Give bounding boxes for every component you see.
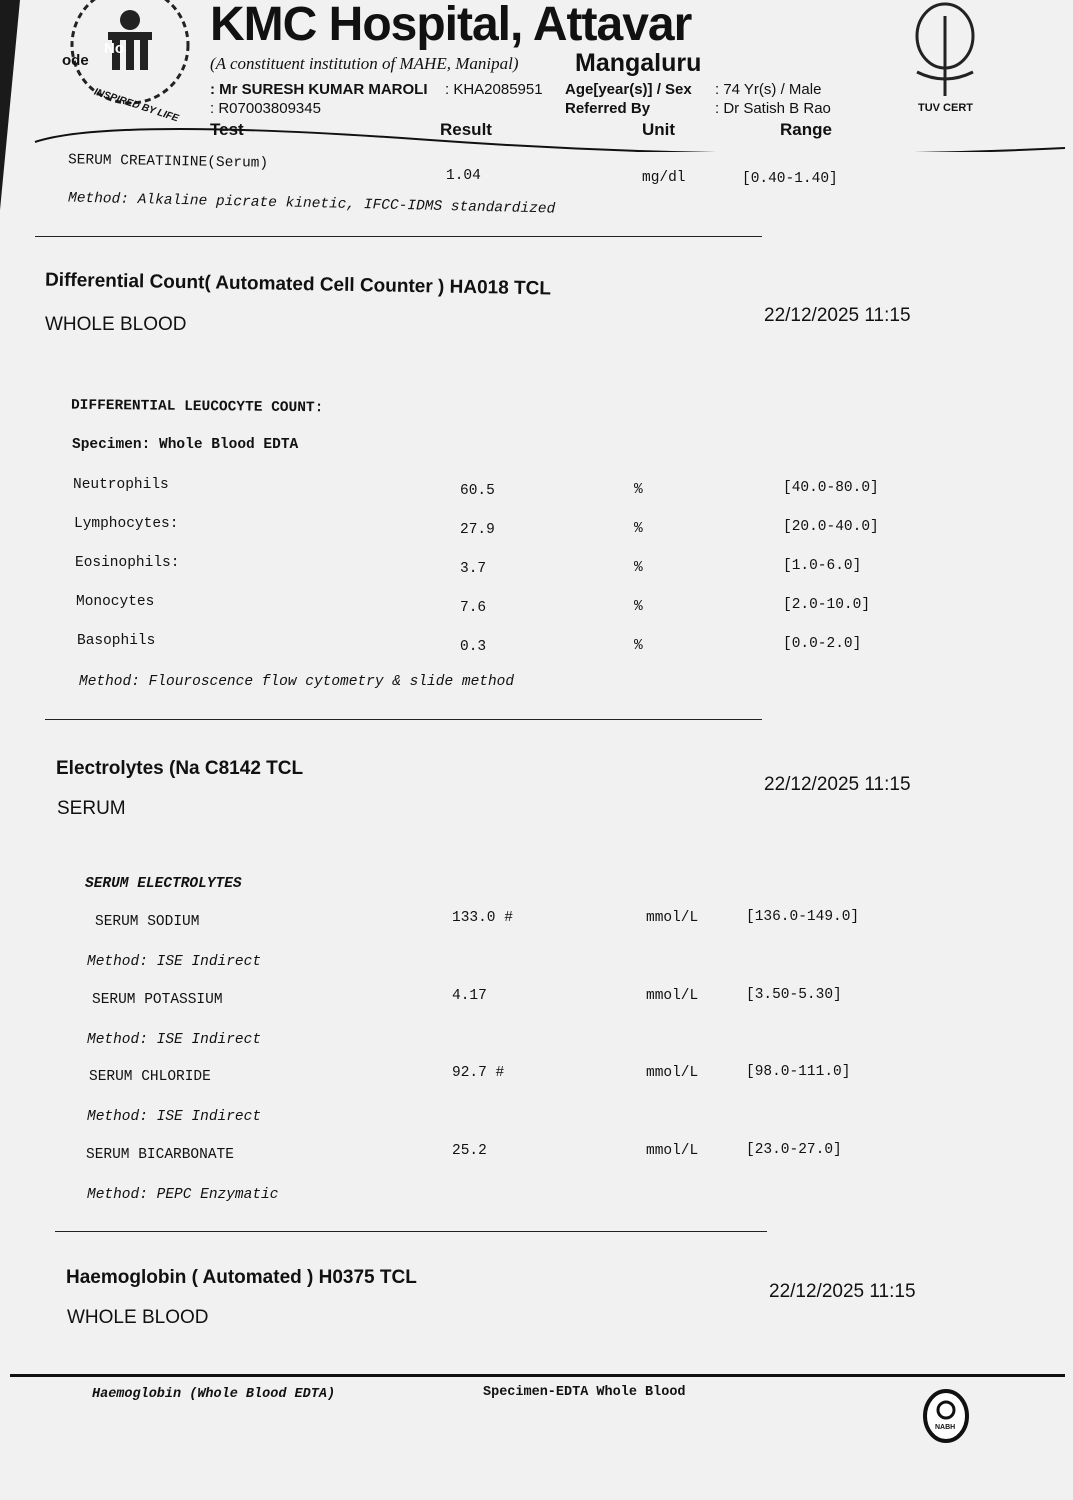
footer-test-note: Haemoglobin (Whole Blood EDTA) [92, 1387, 336, 1402]
specimen: Specimen: Whole Blood EDTA [72, 437, 299, 453]
subheading: DIFFERENTIAL LEUCOCYTE COUNT: [70, 397, 324, 417]
report-datetime: 22/12/2025 11:15 [769, 1281, 916, 1302]
test-method: Method: Flouroscence flow cytometry & slide method [79, 674, 515, 690]
test-name: SERUM POTASSIUM [92, 991, 223, 1008]
col-test: Test [210, 120, 244, 139]
col-range: Range [780, 120, 832, 139]
test-method: Method: ISE Indirect [87, 954, 262, 970]
nabh-badge-icon [922, 1388, 970, 1444]
test-name: Neutrophils [73, 477, 169, 493]
footer-divider [10, 1374, 1065, 1377]
certification-badge: TUV CERT [918, 102, 973, 114]
test-unit: mg/dl [642, 170, 686, 186]
test-range: [3.50-5.30] [746, 986, 842, 1003]
test-name: SERUM BICARBONATE [86, 1146, 234, 1163]
test-name: SERUM SODIUM [95, 914, 200, 930]
test-method: Method: PEPC Enzymatic [87, 1186, 279, 1203]
test-result: 133.0 # [452, 910, 513, 926]
test-result: 0.3 [460, 639, 487, 655]
test-unit: % [634, 560, 643, 576]
divider [35, 236, 762, 237]
test-name: Monocytes [76, 594, 155, 610]
referred-by-value: : Dr Satish B Rao [715, 100, 831, 117]
col-result: Result [440, 120, 492, 139]
test-unit: mmol/L [646, 1142, 699, 1159]
nabh-badge-text: NABH [935, 1424, 956, 1431]
test-name: Eosinophils: [75, 555, 180, 571]
test-name: SERUM CREATININE(Serum) [67, 152, 269, 172]
test-unit: mmol/L [646, 987, 699, 1004]
emblem-icon [905, 0, 985, 100]
test-result: 1.04 [446, 168, 481, 184]
section-title: Differential Count( Automated Cell Counter ) HA018 TCL [44, 269, 552, 300]
report-datetime: 22/12/2025 11:15 [764, 774, 911, 795]
test-unit: % [634, 638, 643, 654]
test-method: Method: Alkaline picrate kinetic, IFCC-IDMS standardized [67, 190, 556, 218]
test-result: 3.7 [460, 561, 487, 577]
hospital-name: KMC Hospital, Attavar [210, 0, 692, 51]
test-unit: mmol/L [646, 1065, 699, 1081]
test-result: 27.9 [460, 522, 495, 538]
test-range: [98.0-111.0] [746, 1064, 851, 1080]
test-unit: % [634, 482, 643, 498]
test-unit: % [634, 521, 643, 537]
specimen-type: WHOLE BLOOD [67, 1307, 209, 1328]
registration-number: : R07003809345 [210, 100, 321, 117]
test-range: [23.0-27.0] [746, 1141, 842, 1158]
test-method: Method: ISE Indirect [87, 1031, 262, 1048]
section-title: Electrolytes (Na C8142 TCL [56, 758, 304, 779]
test-name: Basophils [77, 633, 156, 649]
patient-name: : Mr SURESH KUMAR MAROLI [210, 81, 428, 98]
test-range: [0.0-2.0] [783, 636, 862, 652]
test-range: [1.0-6.0] [783, 558, 862, 574]
test-range: [136.0-149.0] [746, 909, 860, 925]
test-range: [0.40-1.40] [742, 171, 838, 187]
test-range: [40.0-80.0] [783, 480, 879, 496]
test-result: 92.7 # [452, 1065, 505, 1081]
test-range: [2.0-10.0] [783, 597, 871, 613]
test-result: 60.5 [460, 483, 495, 499]
hospital-tagline: (A constituent institution of MAHE, Manipal) [210, 54, 519, 73]
page-shadow [0, 0, 20, 210]
header-divider [30, 112, 1070, 152]
footer-specimen-note: Specimen-EDTA Whole Blood [483, 1385, 686, 1400]
test-result: 25.2 [452, 1142, 487, 1159]
test-range: [20.0-40.0] [783, 519, 879, 535]
divider [55, 1231, 767, 1232]
barcode-label: No [104, 40, 124, 57]
test-unit: mmol/L [646, 910, 699, 926]
test-method: Method: ISE Indirect [87, 1109, 262, 1125]
specimen-type: SERUM [57, 798, 126, 819]
test-unit: % [634, 599, 643, 615]
test-result: 7.6 [460, 600, 487, 616]
divider [45, 719, 762, 720]
test-name: SERUM CHLORIDE [89, 1069, 211, 1085]
barcode-prefix: ode [62, 52, 89, 69]
test-result: 4.17 [452, 987, 487, 1004]
age-sex-value: : 74 Yr(s) / Male [715, 81, 822, 98]
referred-by-label: Referred By [565, 100, 651, 117]
logo-tagline: INSPIRED BY LIFE [92, 86, 180, 125]
specimen-type: WHOLE BLOOD [45, 314, 187, 335]
col-unit: Unit [642, 120, 676, 139]
section-title: Haemoglobin ( Automated ) H0375 TCL [66, 1267, 417, 1288]
patient-id: : KHA2085951 [445, 81, 543, 98]
test-name: Lymphocytes: [74, 516, 179, 532]
hospital-city: Mangaluru [575, 49, 702, 77]
subheading: SERUM ELECTROLYTES [85, 876, 242, 892]
report-datetime: 22/12/2025 11:15 [764, 305, 911, 326]
age-sex-label: Age[year(s)] / Sex [565, 81, 692, 98]
